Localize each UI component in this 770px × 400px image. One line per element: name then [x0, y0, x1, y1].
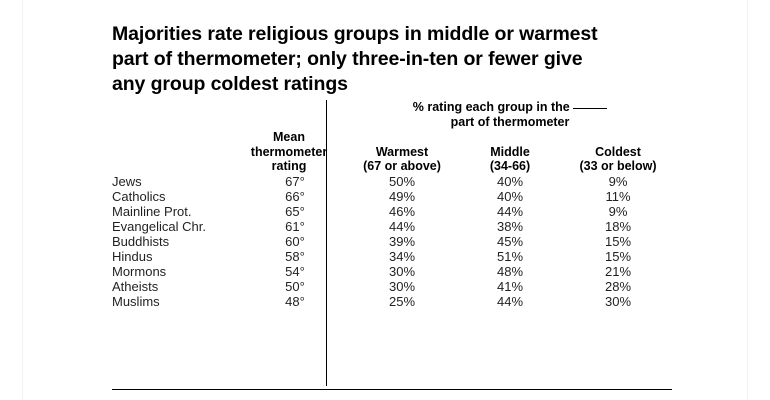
left-margin — [0, 0, 23, 400]
table-row — [112, 279, 672, 294]
header-middle-line2: (34-66) — [489, 159, 531, 173]
row-middle-value: 45% — [496, 233, 524, 249]
row-mean-value: 54° — [285, 263, 305, 279]
row-warmest-value: 46% — [388, 203, 416, 219]
table-body — [112, 174, 672, 309]
row-middle-value: 40% — [496, 173, 524, 189]
span-header-spacer-group — [112, 100, 242, 130]
row-group-label: Catholics — [112, 188, 166, 204]
table-row — [112, 189, 672, 204]
row-coldest-value: 9% — [608, 203, 628, 219]
row-group-label: Jews — [112, 173, 142, 189]
row-warmest-value: 39% — [388, 233, 416, 249]
row-group-label: Mormons — [112, 263, 167, 279]
span-header-text-1: % rating each group in the — [412, 100, 574, 114]
row-warmest-value: 30% — [388, 263, 416, 279]
row-mean-value: 50° — [285, 278, 305, 294]
header-coldest — [564, 130, 672, 174]
row-coldest-value: 18% — [604, 218, 632, 234]
table-row — [112, 294, 672, 309]
row-middle-value: 38% — [496, 218, 524, 234]
header-middle-line1: Middle — [490, 144, 530, 159]
row-middle-value: 40% — [496, 188, 524, 204]
page-title — [112, 22, 712, 97]
header-coldest-line1: Coldest — [595, 144, 641, 159]
row-middle-value: 44% — [496, 293, 524, 309]
header-mean-line3: rating — [271, 159, 307, 173]
right-margin — [747, 0, 770, 400]
row-warmest-value: 30% — [388, 278, 416, 294]
table-header-row — [112, 130, 672, 174]
data-table-wrapper — [112, 100, 672, 309]
row-middle-value: 41% — [496, 278, 524, 294]
span-header-text-2: part of thermometer — [450, 115, 570, 129]
table-row — [112, 174, 672, 189]
row-coldest-value: 28% — [604, 278, 632, 294]
row-mean-value: 61° — [285, 218, 305, 234]
row-mean-value: 66° — [285, 188, 305, 204]
row-warmest-value: 50% — [388, 173, 416, 189]
header-warmest — [348, 130, 456, 174]
table-row — [112, 264, 672, 279]
row-coldest-value: 11% — [605, 188, 631, 204]
row-warmest-value: 25% — [388, 293, 416, 309]
row-group-label: Muslims — [112, 293, 160, 309]
header-mean-line2: thermometer — [250, 144, 328, 159]
table-span-header-row — [112, 100, 672, 130]
row-group-label: Buddhists — [112, 233, 170, 249]
bottom-rule — [112, 389, 672, 390]
row-mean-value: 67° — [285, 173, 305, 189]
title-line-1: Majorities rate religious groups in middle or warmest — [112, 23, 598, 45]
header-mean-line1: Mean — [273, 130, 305, 144]
table-row — [112, 219, 672, 234]
row-group-label: Hindus — [112, 248, 153, 264]
header-mean — [242, 130, 348, 174]
row-warmest-value: 34% — [388, 248, 416, 264]
table-row — [112, 249, 672, 264]
row-coldest-value: 15% — [604, 248, 632, 264]
row-coldest-value: 21% — [604, 263, 632, 279]
row-warmest-value: 44% — [388, 218, 416, 234]
header-coldest-line2: (33 or below) — [579, 159, 657, 173]
header-warmest-line2: (67 or above) — [363, 159, 441, 173]
row-coldest-value: 15% — [604, 233, 632, 249]
row-coldest-value: 30% — [604, 293, 632, 309]
row-mean-value: 65° — [285, 203, 305, 219]
table-row — [112, 234, 672, 249]
header-middle — [456, 130, 564, 174]
row-group-label: Evangelical Chr. — [112, 218, 206, 234]
header-group — [112, 130, 242, 174]
row-mean-value: 58° — [285, 248, 305, 264]
blank-rule — [573, 108, 607, 109]
data-table — [112, 100, 672, 309]
title-line-2: part of thermometer; only three-in-ten or fewer give — [112, 48, 583, 70]
row-mean-value: 60° — [285, 233, 305, 249]
span-header-spacer-mean — [242, 100, 348, 130]
row-middle-value: 44% — [496, 203, 524, 219]
row-middle-value: 48% — [496, 263, 524, 279]
span-header-percent — [348, 100, 672, 130]
row-coldest-value: 9% — [608, 173, 628, 189]
column-divider — [326, 100, 327, 386]
row-mean-value: 48° — [285, 293, 305, 309]
table-row — [112, 204, 672, 219]
row-group-label: Mainline Prot. — [112, 203, 192, 219]
title-line-3: any group coldest ratings — [112, 73, 348, 95]
row-warmest-value: 49% — [388, 188, 416, 204]
header-warmest-line1: Warmest — [375, 144, 429, 159]
row-middle-value: 51% — [496, 248, 524, 264]
row-group-label: Atheists — [112, 278, 159, 294]
